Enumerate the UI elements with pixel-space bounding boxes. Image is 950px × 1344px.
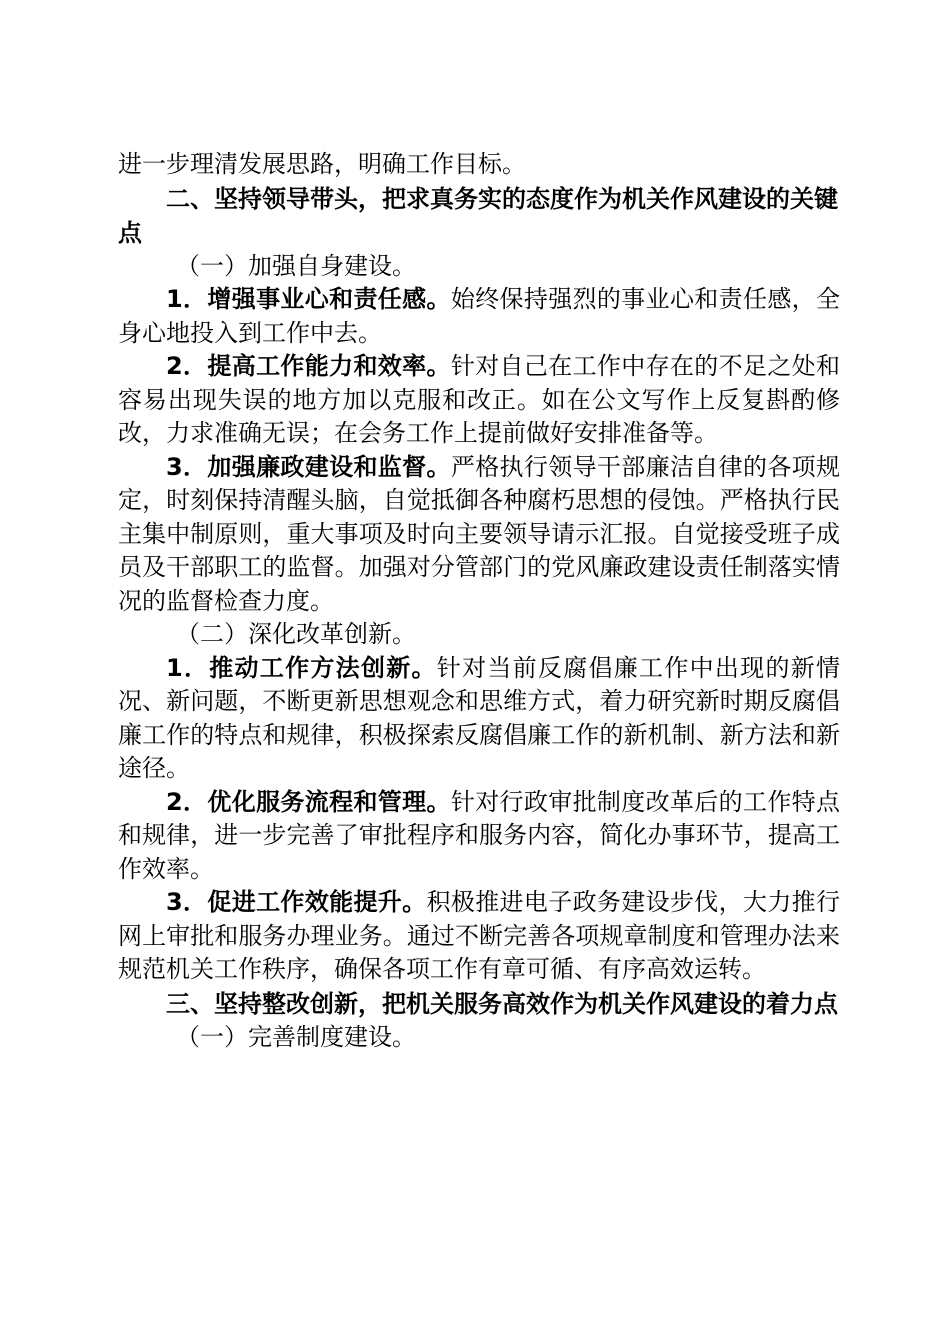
item-lead: 1．增强事业心和责任感。 [166, 285, 451, 313]
subheading-text: （一）完善制度建设。 [176, 1022, 416, 1051]
list-item-paragraph [118, 786, 840, 887]
item-text: 积极推进电子政务建设步伐，大力推行网上审批和服务办理业务。通过不断完善各项规章制度和管理办法来规范机关工作秩序，确保各项工作有章可循、有序高效运转。 [118, 888, 841, 983]
item-lead: 2．提高工作能力和效率。 [166, 352, 451, 380]
item-lead: 1．推动工作方法创新。 [166, 653, 437, 682]
list-item-paragraph [118, 451, 840, 619]
list-item-paragraph [118, 350, 840, 451]
heading-text: 二、坚持领导带头，把求真务实的态度作为机关作风建设的关键点 [118, 184, 838, 247]
item-text: 始终保持强烈的事业心和责任感，全身心地投入到工作中去。 [118, 285, 841, 347]
paragraph-text: 进一步理清发展思路，明确工作目标。 [118, 150, 526, 178]
subheading-text: （二）深化改革创新。 [176, 620, 416, 648]
list-item-paragraph [118, 652, 840, 786]
subheading-text: （一）加强自身建设。 [176, 251, 416, 280]
item-text: 针对行政审批制度改革后的工作特点和规律，进一步完善了审批程序和服务内容，简化办事环节，提高工作效率。 [118, 787, 841, 883]
subsection-heading-2 [118, 618, 840, 652]
subsection-heading-1 [118, 1021, 840, 1055]
heading-text: 三、坚持整改创新，把机关服务高效作为机关作风建设的着力点 [166, 989, 838, 1018]
item-lead: 2．优化服务流程和管理。 [166, 787, 451, 816]
item-text: 针对自己在工作中存在的不足之处和容易出现失误的地方加以克服和改正。如在公文写作上反复斟酌修改，力求准确无误；在会务工作上提前做好安排准备等。 [118, 352, 841, 447]
document-page [118, 148, 840, 1054]
paragraph-continuation [118, 148, 840, 182]
list-item-paragraph [118, 283, 840, 350]
item-lead: 3．促进工作效能提升。 [166, 888, 427, 916]
section-heading-3 [118, 987, 840, 1021]
subsection-heading-1 [118, 250, 840, 284]
item-text: 针对当前反腐倡廉工作中出现的新情况、新问题，不断更新思想观念和思维方式，着力研究新时期反腐倡廉工作的特点和规律，积极探索反腐倡廉工作的新机制、新方法和新途径。 [118, 653, 841, 782]
item-lead: 3．加强廉政建设和监督。 [166, 452, 451, 481]
item-text: 严格执行领导干部廉洁自律的各项规定，时刻保持清醒头脑，自觉抵御各种腐朽思想的侵蚀。严格执行民主集中制原则，重大事项及时向主要领导请示汇报。自觉接受班子成员及干部职工的监督。加强对分管部门的党风廉政建设责任制落实情况的监督检查力度。 [118, 452, 841, 615]
list-item-paragraph [118, 886, 840, 987]
section-heading-2 [118, 182, 840, 250]
